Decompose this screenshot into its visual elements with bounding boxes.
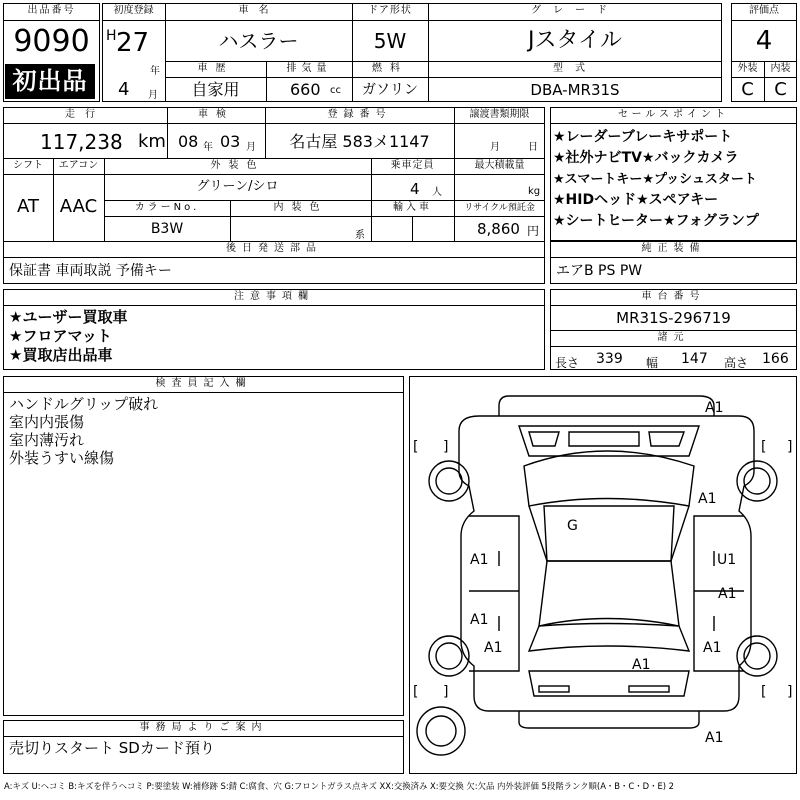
inspection-month-unit: 月 — [246, 142, 256, 153]
width-label: 幅 — [646, 356, 659, 370]
later-parts-label: 後日発送部品 — [226, 243, 322, 254]
standard-equipment: エアB PS PW — [556, 263, 643, 279]
interior-grade: C — [774, 79, 787, 100]
mark-front-bumper: A1 — [705, 400, 724, 416]
svg-text:[: [ — [761, 684, 767, 700]
mark-rear-gate: A1 — [632, 657, 651, 673]
length-value: 339 — [596, 351, 623, 367]
svg-text:]: ] — [787, 439, 793, 455]
exterior-grade: C — [741, 79, 754, 100]
mileage-label: 走行 — [65, 109, 105, 120]
car-name-label: 車名 — [238, 5, 279, 16]
dimensions-label: 諸元 — [657, 332, 690, 343]
rear-window — [539, 561, 679, 626]
sales-point-item: ★シートヒーター★フォグランプ — [553, 213, 759, 229]
inspector-note: ハンドルグリップ破れ — [9, 395, 159, 413]
exterior-color-label: 外装色 — [210, 160, 265, 171]
svg-text:[: [ — [413, 439, 419, 455]
wheel-rear-right — [737, 636, 777, 676]
mark-rear-bumper: A1 — [705, 730, 724, 746]
sales-point-item: ★スマートキー★プッシュスタート — [553, 172, 757, 187]
mark-windshield: G — [567, 518, 578, 534]
displacement-label: 排気量 — [286, 63, 332, 74]
sales-points-label: セールスポイント — [617, 109, 730, 120]
inspection-month: 03 — [220, 132, 241, 151]
mileage-unit: km — [138, 131, 166, 152]
standard-equipment-label: 純正装備 — [641, 243, 706, 254]
svg-text:[: [ — [761, 439, 767, 455]
registration-year: 27 — [116, 28, 150, 58]
year-unit: 年 — [150, 66, 160, 77]
door-label: ドア形状 — [368, 5, 412, 16]
car-name: ハスラー — [218, 29, 299, 53]
notes-list — [9, 308, 127, 365]
first-listing-text: 初出品 — [12, 67, 88, 95]
grade: Jスタイル — [527, 28, 623, 53]
office-label: 事務局よりご案内 — [139, 722, 268, 733]
color-number-label: カラーNo. — [134, 202, 200, 213]
recycle-label: リサイクル預託金 — [464, 203, 535, 213]
mark-right-rear-door: A1 — [718, 586, 737, 602]
recycle-fee: 8,860 — [477, 220, 520, 238]
later-parts: 保証書 車両取説 予備キー — [9, 263, 172, 279]
car-body-outline — [459, 416, 754, 711]
door-type: 5W — [373, 29, 407, 53]
import-label: 輸入車 — [393, 202, 432, 213]
lot-number-label: 出品番号 — [27, 5, 76, 16]
color-number: B3W — [150, 221, 184, 237]
inspection-year: 08 — [178, 132, 199, 151]
svg-text:]: ] — [787, 684, 793, 700]
note-item: ★買取店出品車 — [9, 346, 113, 364]
notes-label: 注意事項欄 — [234, 291, 314, 302]
exterior-label: 外装 — [737, 63, 758, 74]
sales-point-item: ★社外ナビTV★バックカメラ — [553, 150, 739, 166]
max-load-label: 最大積載量 — [474, 160, 525, 171]
mark-right-rear-fender: A1 — [703, 640, 722, 656]
score-label: 評価点 — [749, 5, 779, 16]
car-diagram — [409, 376, 797, 774]
svg-text:]: ] — [443, 684, 449, 700]
inspector-note: 室内薄汚れ — [9, 431, 85, 449]
lot-number: 9090 — [13, 24, 90, 59]
transfer-month-unit: 月 — [490, 142, 500, 153]
capacity-label: 乗車定員 — [390, 160, 435, 171]
interior-label: 内装 — [770, 63, 791, 74]
displacement: 660 — [290, 80, 321, 99]
fuel: ガソリン — [362, 82, 418, 98]
interior-color-label: 内装色 — [273, 202, 328, 213]
registration-month: 4 — [118, 79, 130, 100]
capacity-unit: 人 — [432, 187, 442, 198]
svg-text:]: ] — [443, 439, 449, 455]
exterior-color: グリーン/シロ — [196, 179, 279, 194]
model-label: 型式 — [553, 63, 597, 74]
note-item: ★フロアマット — [9, 327, 112, 345]
length-label: 長さ — [555, 356, 580, 370]
transfer-doc-label: 譲渡書類期限 — [469, 109, 530, 120]
bumper-rear — [519, 711, 699, 728]
fuel-label: 燃料 — [372, 63, 408, 74]
svg-text:[: [ — [413, 684, 419, 700]
wheel-rear-left — [429, 636, 469, 676]
mark-left-front-door: A1 — [470, 552, 489, 568]
plate-number: 名古屋 583メ1147 — [289, 132, 430, 151]
air-conditioner: AAC — [59, 196, 98, 217]
cabin-roof — [524, 451, 694, 506]
ac-label: エアコン — [58, 160, 99, 171]
sales-point-item: ★レーダーブレーキサポート — [553, 129, 733, 145]
score: 4 — [755, 26, 773, 56]
chassis-number: MR31S-296719 — [616, 309, 731, 327]
inspection-label: 車検 — [198, 109, 234, 120]
car-history: 自家用 — [191, 80, 240, 99]
shift: AT — [17, 196, 39, 217]
inspector-label: 検査員記入欄 — [155, 378, 252, 389]
history-label: 車歴 — [197, 63, 234, 74]
office-message: 売切りスタート SDカード預り — [9, 739, 215, 757]
note-item: ★ユーザー買取車 — [9, 308, 128, 326]
mark-left-rear-fender: A1 — [484, 640, 503, 656]
first-registration-label: 初度登録 — [113, 5, 154, 16]
mark-right-front-door: U1 — [717, 552, 737, 568]
inspector-notes — [9, 395, 158, 467]
shift-label: シフト — [13, 160, 43, 171]
month-unit: 月 — [148, 90, 158, 101]
inspector-note: 外装うすい線傷 — [9, 449, 115, 467]
width-value: 147 — [681, 351, 708, 367]
displacement-unit: cc — [330, 85, 341, 96]
mark-front-right-fender: A1 — [698, 491, 717, 507]
mark-left-rear-door: A1 — [470, 612, 489, 628]
bumper-front — [499, 396, 714, 416]
transfer-day-unit: 日 — [528, 142, 538, 153]
recycle-unit: 円 — [527, 224, 540, 238]
plate-label: 登録番号 — [327, 109, 392, 120]
grade-label: グレード — [531, 5, 619, 16]
wheel-front-right — [737, 461, 777, 501]
height-value: 166 — [762, 351, 789, 367]
sales-points-list — [553, 127, 797, 232]
roof-center — [544, 506, 674, 561]
spare-wheel — [417, 707, 465, 755]
height-label: 高さ — [724, 356, 749, 370]
legend: A:キズ U:ヘコミ B:キズを伴うヘコミ P:要塗装 W:補修跡 S:錆 C:腐食、穴 G:フロントガラス点キズ XX:交換済み X:要交換 欠:欠品 内外装評価 5段階ランク順(A・B・C・D・E) 2 — [4, 781, 675, 791]
capacity: 4 — [410, 180, 420, 198]
mileage: 117,238 — [40, 130, 123, 154]
sales-point-item: ★HIDヘッド★スペアキー — [553, 192, 719, 208]
max-load-unit: kg — [528, 186, 541, 197]
inspection-year-unit: 年 — [203, 142, 213, 153]
inspector-note: 室内内張傷 — [9, 413, 85, 431]
interior-color-unit: 系 — [355, 230, 365, 241]
era-letter: H — [106, 28, 117, 44]
chassis-label: 車台番号 — [641, 291, 706, 302]
model-code: DBA-MR31S — [530, 81, 620, 99]
